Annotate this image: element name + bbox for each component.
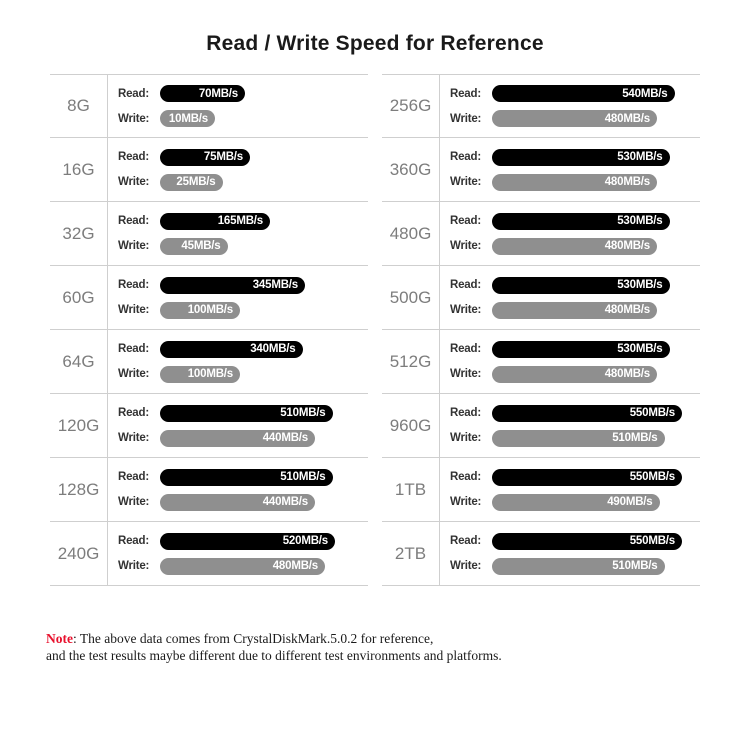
- read-label: Read:: [450, 471, 481, 483]
- read-bar-line: [118, 404, 368, 423]
- read-bar-line: [118, 148, 368, 167]
- write-label: Write:: [118, 432, 150, 444]
- write-bar-line: [118, 493, 368, 512]
- table-row: [50, 522, 368, 586]
- capacity-label: 500G: [382, 266, 440, 329]
- write-speed-bar: 440MB/s: [160, 430, 315, 447]
- read-label: Read:: [118, 407, 149, 419]
- capacity-label: 60G: [50, 266, 108, 329]
- table-row: [50, 138, 368, 202]
- write-label: Write:: [450, 560, 482, 572]
- read-label: Read:: [118, 151, 149, 163]
- capacity-label: 512G: [382, 330, 440, 393]
- write-speed-bar: 100MB/s: [160, 366, 240, 383]
- table-row: [382, 202, 700, 266]
- read-bar-line: [450, 212, 700, 231]
- read-bar-line: [118, 340, 368, 359]
- table-row: [50, 330, 368, 394]
- bar-group: [108, 522, 368, 585]
- read-speed-bar: 530MB/s: [492, 149, 670, 166]
- write-bar-line: [118, 237, 368, 256]
- table-row: [50, 394, 368, 458]
- capacity-label: 240G: [50, 522, 108, 585]
- write-bar-line: [450, 173, 700, 192]
- read-bar-line: [450, 276, 700, 295]
- table-row: [382, 74, 700, 138]
- read-label: Read:: [450, 535, 481, 547]
- read-speed-bar: 70MB/s: [160, 85, 245, 102]
- read-label: Read:: [118, 343, 149, 355]
- write-label: Write:: [118, 112, 150, 125]
- read-label: Read:: [118, 535, 149, 547]
- bar-group: [108, 458, 368, 521]
- read-label: Read:: [450, 87, 481, 100]
- bar-group: [108, 394, 368, 457]
- capacity-label: 2TB: [382, 522, 440, 585]
- bar-group: [440, 458, 700, 521]
- read-label: Read:: [450, 407, 481, 419]
- table-row: [382, 522, 700, 586]
- write-bar-line: [450, 237, 700, 256]
- write-speed-bar: 490MB/s: [492, 494, 660, 511]
- table-row: [50, 266, 368, 330]
- read-speed-bar: 550MB/s: [492, 469, 682, 486]
- left-capacity-column: [50, 74, 368, 586]
- write-speed-bar: 510MB/s: [492, 430, 665, 447]
- write-speed-bar: 25MB/s: [160, 174, 223, 191]
- read-speed-bar: 340MB/s: [160, 341, 303, 358]
- bar-group: [108, 138, 368, 201]
- footnote-tag: Note: [46, 631, 73, 646]
- write-speed-bar: 480MB/s: [492, 366, 657, 383]
- write-speed-bar: 45MB/s: [160, 238, 228, 255]
- write-bar-line: [118, 429, 368, 448]
- write-label: Write:: [450, 240, 482, 252]
- bar-group: [440, 266, 700, 329]
- capacity-label: 32G: [50, 202, 108, 265]
- speed-tables: [0, 56, 750, 586]
- write-bar-line: [450, 301, 700, 320]
- bar-group: [440, 330, 700, 393]
- capacity-label: 1TB: [382, 458, 440, 521]
- read-label: Read:: [118, 215, 149, 227]
- footnote-line-1: : The above data comes from CrystalDiskMark.5.0.2 for reference,: [73, 631, 434, 646]
- read-bar-line: [118, 532, 368, 551]
- read-bar-line: [118, 84, 368, 103]
- read-label: Read:: [118, 471, 149, 483]
- write-label: Write:: [118, 304, 150, 316]
- write-bar-line: [450, 109, 700, 128]
- read-label: Read:: [450, 151, 481, 163]
- capacity-label: 16G: [50, 138, 108, 201]
- footnote-line-2: and the test results maybe different due to different test environments and platforms.: [46, 648, 502, 663]
- table-row: [50, 74, 368, 138]
- read-bar-line: [118, 276, 368, 295]
- write-speed-bar: 480MB/s: [492, 174, 657, 191]
- write-bar-line: [450, 365, 700, 384]
- footnote: [46, 630, 726, 664]
- read-label: Read:: [118, 279, 149, 291]
- bar-group: [440, 522, 700, 585]
- write-label: Write:: [118, 560, 150, 572]
- bar-group: [108, 75, 368, 137]
- capacity-label: 960G: [382, 394, 440, 457]
- read-bar-line: [450, 84, 700, 103]
- capacity-label: 256G: [382, 75, 440, 137]
- read-speed-bar: 345MB/s: [160, 277, 305, 294]
- table-row: [382, 330, 700, 394]
- write-speed-bar: 510MB/s: [492, 558, 665, 575]
- read-label: Read:: [450, 215, 481, 227]
- capacity-label: 128G: [50, 458, 108, 521]
- write-bar-line: [118, 301, 368, 320]
- write-label: Write:: [118, 176, 150, 188]
- write-bar-line: [118, 557, 368, 576]
- write-label: Write:: [118, 368, 150, 380]
- read-speed-bar: 530MB/s: [492, 341, 670, 358]
- capacity-label: 8G: [50, 75, 108, 137]
- read-bar-line: [118, 212, 368, 231]
- table-row: [382, 394, 700, 458]
- table-row: [382, 266, 700, 330]
- write-label: Write:: [450, 368, 482, 380]
- bar-group: [108, 202, 368, 265]
- write-speed-bar: 440MB/s: [160, 494, 315, 511]
- write-label: Write:: [450, 304, 482, 316]
- bar-group: [440, 202, 700, 265]
- write-bar-line: [450, 429, 700, 448]
- write-bar-line: [118, 365, 368, 384]
- bar-group: [108, 266, 368, 329]
- capacity-label: 120G: [50, 394, 108, 457]
- read-bar-line: [450, 404, 700, 423]
- bar-group: [440, 75, 700, 137]
- read-label: Read:: [118, 87, 149, 100]
- read-speed-bar: 510MB/s: [160, 405, 333, 422]
- read-speed-bar: 510MB/s: [160, 469, 333, 486]
- write-label: Write:: [450, 176, 482, 188]
- write-bar-line: [118, 173, 368, 192]
- write-label: Write:: [450, 496, 482, 508]
- write-speed-bar: 100MB/s: [160, 302, 240, 319]
- write-bar-line: [118, 109, 368, 128]
- read-speed-bar: 540MB/s: [492, 85, 675, 102]
- write-label: Write:: [450, 112, 482, 125]
- capacity-label: 360G: [382, 138, 440, 201]
- right-capacity-column: [382, 74, 700, 586]
- read-bar-line: [450, 468, 700, 487]
- read-speed-bar: 165MB/s: [160, 213, 270, 230]
- bar-group: [108, 330, 368, 393]
- write-label: Write:: [118, 496, 150, 508]
- read-speed-bar: 550MB/s: [492, 405, 682, 422]
- write-speed-bar: 10MB/s: [160, 110, 215, 127]
- write-speed-bar: 480MB/s: [492, 302, 657, 319]
- read-speed-bar: 530MB/s: [492, 213, 670, 230]
- bar-group: [440, 394, 700, 457]
- read-speed-bar: 520MB/s: [160, 533, 335, 550]
- table-row: [50, 458, 368, 522]
- write-speed-bar: 480MB/s: [492, 238, 657, 255]
- read-speed-bar: 550MB/s: [492, 533, 682, 550]
- read-bar-line: [450, 532, 700, 551]
- read-label: Read:: [450, 279, 481, 291]
- read-speed-bar: 75MB/s: [160, 149, 250, 166]
- page-title: Read / Write Speed for Reference: [206, 32, 544, 55]
- read-bar-line: [450, 148, 700, 167]
- read-label: Read:: [450, 343, 481, 355]
- capacity-label: 480G: [382, 202, 440, 265]
- write-bar-line: [450, 493, 700, 512]
- capacity-label: 64G: [50, 330, 108, 393]
- table-row: [50, 202, 368, 266]
- bar-group: [440, 138, 700, 201]
- table-row: [382, 458, 700, 522]
- write-speed-bar: 480MB/s: [160, 558, 325, 575]
- write-label: Write:: [450, 432, 482, 444]
- write-bar-line: [450, 557, 700, 576]
- read-bar-line: [450, 340, 700, 359]
- write-label: Write:: [118, 240, 150, 252]
- write-speed-bar: 480MB/s: [492, 110, 657, 127]
- read-speed-bar: 530MB/s: [492, 277, 670, 294]
- read-bar-line: [118, 468, 368, 487]
- table-row: [382, 138, 700, 202]
